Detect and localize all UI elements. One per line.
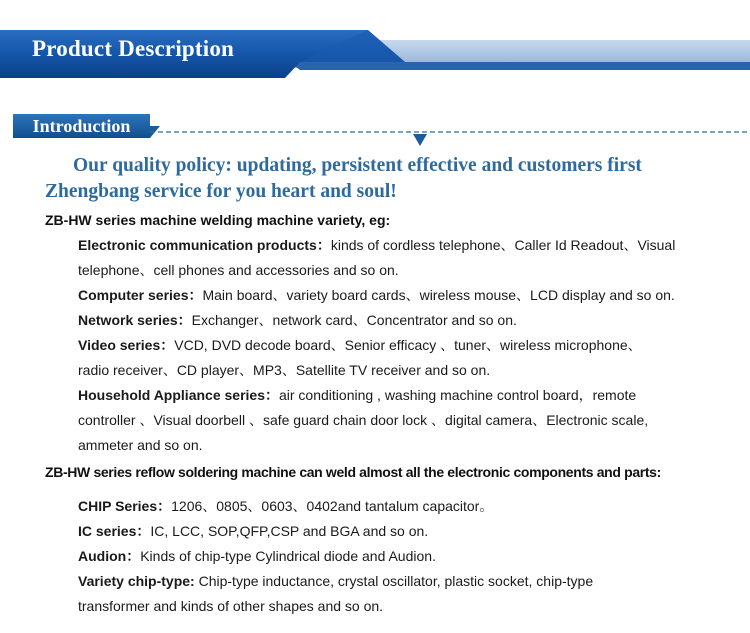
- dashed-divider: [150, 126, 750, 150]
- list-item: Audion：Kinds of chip-type Cylindrical diode and Audion.: [78, 548, 436, 564]
- list-item-continued: transformer and kinds of other shapes and so on.: [78, 598, 384, 614]
- chevron-down-icon: [413, 134, 427, 146]
- list-item: IC series：IC, LCC, SOP,QFP,CSP and BGA and so on.: [78, 523, 429, 539]
- list-item: Computer series：Main board、variety board cards、wireless mouse、LCD display and so on.: [78, 287, 675, 303]
- list-item-continued: ammeter and so on.: [78, 437, 203, 453]
- item-label: Network series：: [78, 312, 192, 328]
- item-label: IC series：: [78, 523, 151, 539]
- item-label: Video series：: [78, 337, 175, 353]
- item-label: Computer series：: [78, 287, 203, 303]
- welding-variety-list: [78, 233, 738, 458]
- item-label: Variety chip-type:: [78, 573, 195, 589]
- quality-policy: Our quality policy: updating, persistent effective and customers first: [73, 155, 642, 176]
- introduction-tab: [13, 114, 150, 138]
- list-item: Household Appliance series：air conditioning , washing machine control board，remote: [78, 387, 637, 403]
- list-item-continued: telephone、cell phones and accessories and so on.: [78, 262, 399, 278]
- list-item-continued: radio receiver、CD player、MP3、Satellite TV receiver and so on.: [78, 362, 491, 378]
- item-label: CHIP Series：: [78, 498, 172, 514]
- list-item: CHIP Series：1206、0805、0603、0402and tantalum capacitor。: [78, 498, 494, 514]
- item-label: Electronic communication products：: [78, 237, 331, 253]
- item-label: Audion：: [78, 548, 141, 564]
- reflow-soldering-list: [78, 494, 738, 619]
- service-slogan: Zhengbang service for you heart and soul!: [45, 181, 397, 202]
- list-item: Network series：Exchanger、network card、Concentrator and so on.: [78, 312, 517, 328]
- list-item: Electronic communication products：kinds of cordless telephone、Caller Id Readout、Visual: [78, 237, 676, 253]
- section-heading-welding-variety: ZB-HW series machine welding machine variety, eg:: [45, 212, 391, 228]
- section-heading-reflow-soldering: ZB-HW series reflow soldering machine can weld almost all the electronic components and parts:: [45, 464, 661, 480]
- list-item: Variety chip-type: Chip-type inductance, crystal oscillator, plastic socket, chip-type: [78, 573, 594, 589]
- introduction-label: Introduction: [32, 116, 131, 136]
- item-label: Household Appliance series：: [78, 387, 279, 403]
- page-title: Product Description: [32, 36, 235, 61]
- list-item: Video series：VCD, DVD decode board、Senior efficacy 、tuner、wireless microphone、: [78, 337, 642, 353]
- list-item-continued: controller 、Visual doorbell 、safe guard chain door lock 、digital camera、Electronic scale,: [78, 412, 649, 428]
